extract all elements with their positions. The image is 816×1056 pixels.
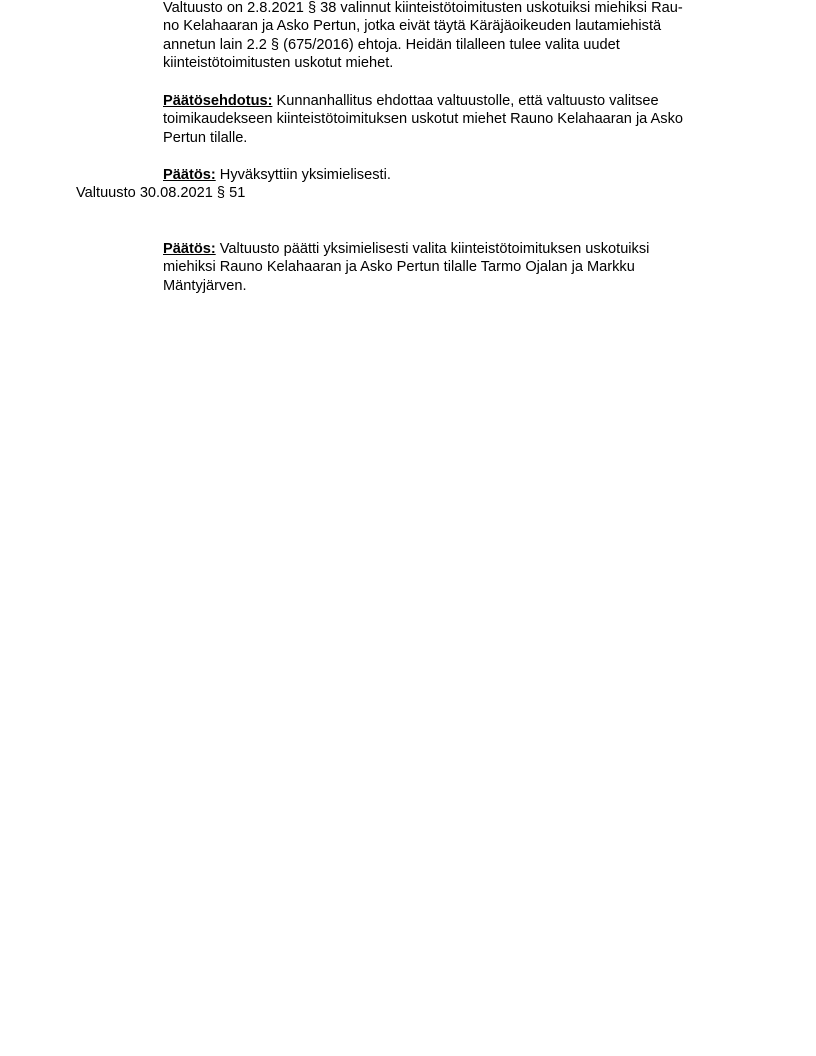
decision2-text-1: Valtuusto päätti yksimielisesti valita kiinteistötoimituksen uskotuiksi — [215, 241, 650, 257]
decision1-label: Päätös: — [163, 167, 216, 183]
proposal-label: Päätösehdotus: — [163, 93, 273, 109]
decision2-line-1 — [163, 240, 743, 258]
decision1-text-1: Hyväksyttiin yksimielisesti. — [215, 167, 391, 183]
decision2-label: Päätös: — [163, 241, 216, 257]
proposal-paragraph — [163, 92, 743, 147]
council-meeting-reference: Valtuusto 30.08.2021 § 51 — [76, 185, 246, 201]
decision-paragraph-1 — [163, 166, 743, 184]
intro-line-3: annetun lain 2.2 § (675/2016) ehtoja. Heidän tilalleen tulee valita uudet — [163, 36, 620, 53]
decision2-line-3: Mäntyjärven. — [163, 277, 247, 294]
proposal-line-3: Pertun tilalle. — [163, 129, 248, 146]
decision2-line-2: miehiksi Rauno Kelahaaran ja Asko Pertun tilalle Tarmo Ojalan ja Markku — [163, 259, 635, 276]
intro-line-4: kiinteistötoimitusten uskotut miehet. — [163, 55, 394, 72]
intro-line-2: no Kelahaaran ja Asko Pertun, jotka eivät täytä Käräjäoikeuden lautamiehistä — [163, 18, 662, 35]
proposal-line-2: toimikaudekseen kiinteistötoimituksen uskotut miehet Rauno Kelahaaran ja Asko — [163, 111, 683, 128]
intro-line-1: Valtuusto on 2.8.2021 § 38 valinnut kiinteistötoimitusten uskotuiksi miehiksi Rau- — [163, 0, 683, 16]
proposal-text-1: Kunnanhallitus ehdottaa valtuustolle, että valtuusto valitsee — [272, 93, 659, 109]
intro-paragraph — [163, 0, 743, 73]
decision1-line-1 — [163, 166, 743, 184]
decision-paragraph-2 — [163, 240, 743, 295]
proposal-line-1 — [163, 92, 743, 110]
